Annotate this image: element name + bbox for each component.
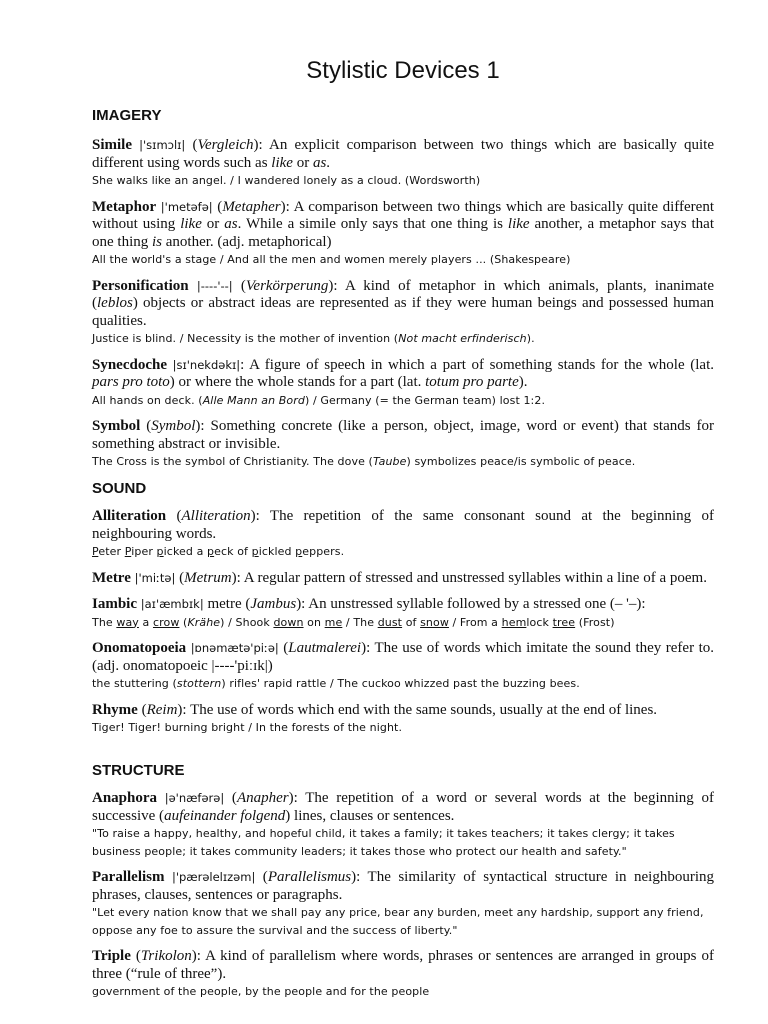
term-rhyme: Rhyme [92, 701, 138, 718]
german-translation: Jambus [250, 596, 297, 612]
german-translation: Metrum [184, 569, 232, 586]
pronunciation: |aɪ'æmbɪk| [140, 597, 204, 611]
german-translation: Metapher [222, 198, 281, 215]
term-anaphora: Anaphora [92, 790, 158, 806]
german-translation: Vergleich [197, 137, 254, 153]
example-synecdoche: All hands on deck. (Alle Mann an Bord) / Germany (= the German team) lost 1:2. [92, 393, 546, 407]
section-heading-sound: SOUND [92, 480, 147, 497]
german-translation: Anapher [236, 790, 289, 806]
entry-rhyme: Rhyme (Reim): The use of words which end with the same sounds, usually at the end of lines. Tiger! Tiger! burning bright / In the forests of the night. [92, 702, 714, 737]
example-simile: She walks like an angel. / I wandered lonely as a cloud. (Wordsworth) [92, 174, 481, 187]
german-translation: Reim [146, 701, 178, 718]
entry-parallelism: Parallelism |'pærəlelɪzəm| (Parallelismus): The similarity of syntactical structure in neighbouring phrases, clauses, sentences or paragraphs. "Let every nation know that we shall pay any price, bear any burden, meet any hardship, support any friend, oppose any foe to assure the survival and the success of liberty." [92, 869, 714, 939]
section-heading-imagery: IMAGERY [92, 107, 162, 124]
term-symbol: Symbol [92, 418, 141, 434]
page-title: Stylistic Devices 1 [306, 57, 500, 84]
pronunciation: |'miːtə| [134, 570, 176, 585]
pronunciation: |sɪ'nekdəkɪ| [172, 357, 241, 372]
pronunciation: |ɒnəmætə'piːə| [190, 641, 279, 655]
example-onomatopoeia: the stuttering (stottern) rifles' rapid rattle / The cuckoo whizzed past the buzzing bees. [92, 677, 580, 690]
german-translation: Lautmalerei [288, 640, 362, 656]
pronunciation: |----'--| [196, 278, 233, 293]
entry-metre: Metre |'miːtə| (Metrum): A regular pattern of stressed and unstressed syllables within a line of a poem. [92, 569, 707, 586]
example-triple: government of the people, by the people and for the people [92, 985, 430, 998]
term-metre: Metre [92, 569, 131, 586]
term-triple: Triple [92, 948, 131, 964]
example-metaphor: All the world's a stage / And all the men and women merely players ... (Shakespeare) [92, 253, 571, 266]
pronunciation: |'pærəlelɪzəm| [171, 870, 256, 884]
term-alliteration: Alliteration [92, 508, 167, 524]
term-iambic: Iambic [92, 596, 137, 612]
german-translation: Trikolon [140, 948, 192, 964]
section-imagery [92, 107, 714, 471]
entry-alliteration: Alliteration (Alliteration): The repetition of the same consonant sound at the beginning of neighbouring words. Peter Piper picked a peck of pickled peppers. [92, 508, 714, 561]
entry-iambic: Iambic |aɪ'æmbɪk| metre (Jambus): An unstressed syllable followed by a stressed one (– '–): The way a crow (Krähe) / Shook down on me / The dust of snow / From a hemlock tree (Frost) [92, 596, 714, 631]
example-alliteration: Peter Piper picked a peck of pickled peppers. [92, 545, 345, 558]
pronunciation: |'sɪmɔlɪ| [139, 138, 186, 152]
term-parallelism: Parallelism [92, 869, 165, 885]
pronunciation: |ə'næfərə| [164, 791, 225, 805]
entry-simile: Simile |'sɪmɔlɪ| (Vergleich): An explicit comparison between two things which are basically quite different using words such as like or as. She walks like an angel. / I wandered lonely as a cloud. (Wordsworth) [92, 137, 714, 190]
term-synecdoche: Synecdoche [92, 356, 167, 373]
entry-triple: Triple (Trikolon): A kind of parallelism where words, phrases or sentences are arranged in groups of three (“rule of three”). government of the people, by the people and for the people [92, 948, 714, 1001]
example-personification: Justice is blind. / Necessity is the mother of invention (Not macht erfinderisch). [92, 332, 535, 345]
entry-onomatopoeia: Onomatopoeia |ɒnəmætə'piːə| (Lautmalerei): The use of words which imitate the sound they refer to. (adj. onomatopoeic |----'piːɪk|) the stuttering (stottern) rifles' rapid rattle / The cuckoo whizzed past the buzzing bees. [92, 640, 714, 693]
german-translation: Verkörperung [245, 277, 329, 294]
term-personification: Personification [92, 277, 189, 294]
entry-synecdoche: Synecdoche |sɪ'nekdəkɪ|: A figure of speech in which a part of something stands for the whole (lat. pars pro toto) or where the whole stands for a part (lat. totum pro parte). All hands on deck. (Alle Mann an Bord) / Germany (= the German team) lost 1:2. [92, 357, 714, 410]
section-heading-structure: STRUCTURE [92, 762, 185, 779]
entry-metaphor: Metaphor |'metəfə| (Metapher): A comparison between two things which are basically quite different without using like or as. While a simile only says that one thing is like another, a metaphor says that one thing is another. (adj. metaphorical) All the world's a stage / And all the men and women merely players ... (Shakespeare) [92, 199, 714, 269]
example-iambic: The way a crow (Krähe) / Shook down on me / The dust of snow / From a hemlock tree (Frost) [92, 615, 615, 629]
example-symbol: The Cross is the symbol of Christianity. The dove (Taube) symbolizes peace/is symbolic of peace. [92, 455, 636, 468]
german-translation: Alliteration [181, 508, 251, 524]
section-sound [92, 480, 714, 737]
entry-symbol: Symbol (Symbol): Something concrete (like a person, object, image, word or event) that stands for something abstract or invisible. The Cross is the symbol of Christianity. The dove (Taube) symbolizes peace/is symbolic of peace. [92, 418, 714, 471]
entry-anaphora: Anaphora |ə'næfərə| (Anapher): The repetition of a word or several words at the beginning of successive (aufeinander folgend) lines, clauses or sentences. "To raise a happy, healthy, and hopeful child, it takes a family; it takes teachers; it takes clergy; it takes business people; it takes community leaders; it takes those who protect our health and safety." [92, 790, 714, 860]
example-parallelism: "Let every nation know that we shall pay any price, bear any burden, meet any hardship, support any friend, oppose any foe to assure the survival and the success of liberty." [92, 906, 704, 937]
section-structure [92, 762, 714, 1001]
german-translation: Symbol [151, 418, 196, 434]
term-metaphor: Metaphor [92, 198, 157, 215]
entry-personification: Personification |----'--| (Verkörperung): A kind of metaphor in which animals, plants, inanimate (leblos) objects or abstract ideas are represented as if they were human beings and possessed human qualities. Justice is blind. / Necessity is the mother of invention (Not macht erfinderisch). [92, 278, 714, 348]
example-anaphora: "To raise a happy, healthy, and hopeful child, it takes a family; it takes teachers; it takes clergy; it takes business people; it takes community leaders; it takes those who protect our health and safety." [92, 827, 675, 858]
pronunciation: |'metəfə| [160, 199, 213, 214]
german-translation: Parallelismus [267, 869, 352, 885]
document-page [92, 0, 715, 998]
term-simile: Simile [92, 137, 132, 153]
term-onomatopoeia: Onomatopoeia [92, 640, 187, 656]
example-rhyme: Tiger! Tiger! burning bright / In the forests of the night. [92, 721, 403, 734]
